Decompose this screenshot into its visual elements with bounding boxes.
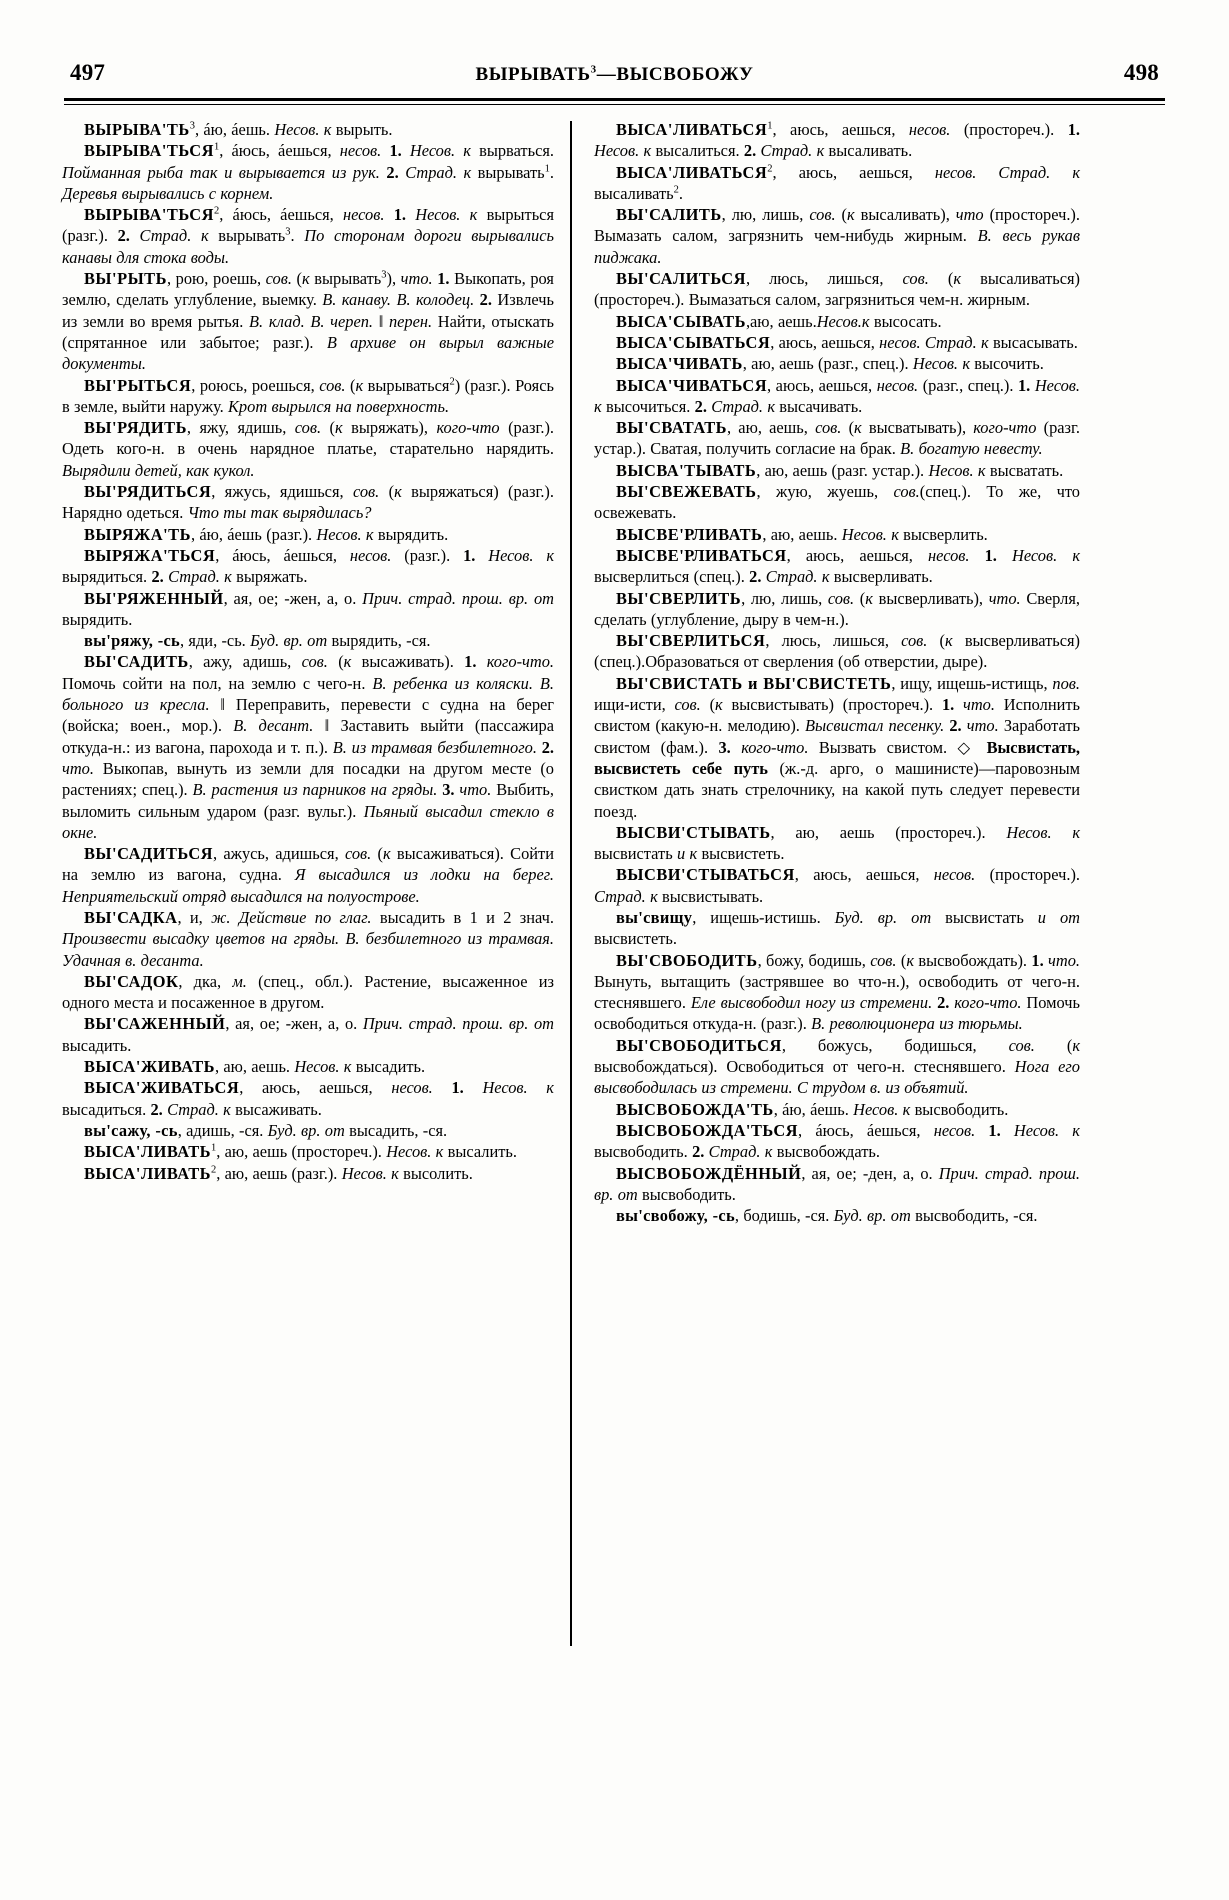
dictionary-entry xyxy=(594,950,1080,1035)
entry-headword: ВЫСВА'ТЫВАТЬ xyxy=(616,460,757,480)
dictionary-entry xyxy=(594,417,1080,460)
entry-headword: ВЫСА'ЧИВАТЬ xyxy=(616,354,743,374)
dictionary-entry xyxy=(594,907,1080,950)
running-title xyxy=(476,64,754,86)
entry-body: , ая, ое; -жен, а, о. Прич. страд. прош. вр. от вырядить. xyxy=(62,588,554,629)
entry-body: , бодишь, -ся. Буд. вр. от высвободить, -ся. xyxy=(734,1206,1038,1226)
entry-headword: ВЫ'САЖЕННЫЙ xyxy=(84,1014,226,1034)
entry-body: , аю, аешь (разг.). Несов. к высолить. xyxy=(216,1163,473,1183)
entry-headword: ВЫСВЕ'РЛИВАТЬ xyxy=(616,524,763,544)
dictionary-entry xyxy=(594,588,1080,631)
dictionary-entry xyxy=(594,822,1080,865)
entry-homograph-number: 3 xyxy=(189,120,195,132)
entry-body: , аю, аешь. Несов. к высадить. xyxy=(214,1057,426,1077)
entry-headword: ВЫСА'СЫВАТЬСЯ xyxy=(616,332,771,352)
entry-headword: ВЫСВОБОЖДА'ТЬСЯ xyxy=(616,1120,799,1140)
entry-headword: ВЫРЫВА'ТЬСЯ xyxy=(84,205,214,225)
entry-headword: вы'сажу, -сь xyxy=(84,1120,178,1140)
entry-headword: ВЫСВОБОЖДА'ТЬ xyxy=(616,1099,774,1119)
running-title-superscript: 3 xyxy=(590,63,597,76)
entry-body: , áю, áешь (разг.). Несов. к вырядить. xyxy=(190,524,449,544)
entry-headword: ВЫРЯЖА'ТЬСЯ xyxy=(84,545,216,565)
entry-body: , аю, аешь (разг., спец.). Несов. к высочить. xyxy=(742,354,1044,374)
entry-body: , аю, аешь. Несов. к высверлить. xyxy=(762,524,988,544)
entry-body: , аюсь, аешься, несов. (разг., спец.). 1. Несов. к высочиться. 2. Страд. к высачивать. xyxy=(594,375,1080,416)
entry-headword: ВЫ'СВОБОДИТЬ xyxy=(616,950,758,970)
entry-headword: вы'свищу xyxy=(616,907,693,927)
folio-right: 498 xyxy=(1123,60,1159,85)
entry-body: , яди, -сь. Буд. вр. от вырядить, -ся. xyxy=(180,631,431,651)
entry-body: , ажу, адишь, сов. (к высаживать). 1. кого-что. Помочь сойти на пол, на землю с чего-н. В. ребенка из коляски. В. больного из кресла. ‖ Переправить, перевести с судна на берег (войска; воен., мор.). В. десант. ‖ Заставить выйти (пассажира откуда-н.: из вагона, парохода и т. п.). В. из трамвая безбилетного. 2. что. Выкопав, вынуть из земли для посадки на другом месте (о растениях; спец.). В. растения из парников на гряды. 3. что. Выбить, выломить сильным ударом (разг. вульг.). Пьяный высадил стекло в окне. xyxy=(62,652,555,842)
dictionary-entry xyxy=(594,1205,1080,1226)
entry-headword: ВЫСА'СЫВАТЬ xyxy=(616,311,746,331)
entry-headword: ВЫ'РЫТЬ xyxy=(84,269,167,289)
entry-homograph-number: 1 xyxy=(213,141,220,153)
dictionary-entry xyxy=(594,162,1080,205)
entry-headword: ВЫСА'ЛИВАТЬСЯ xyxy=(616,120,768,139)
dictionary-entry xyxy=(62,375,554,418)
running-head xyxy=(62,60,1167,94)
entry-headword: ВЫСВИ'СТЫВАТЬ xyxy=(616,822,771,842)
entry-body: , аюсь, аешься, несов. Страд. к высаливать$^2$. xyxy=(594,162,1080,203)
column-right xyxy=(572,119,1080,1648)
entry-body: , аю, аешь (простореч.). Несов. к высвистать и к высвистеть. xyxy=(594,822,1080,864)
dictionary-entry xyxy=(594,375,1080,418)
dictionary-entry xyxy=(62,1056,554,1077)
entry-body: , аю, аешь, сов. (к высватывать), кого-что (разг. устар.). Сватая, получить согласие на брак. В. богатую невесту. xyxy=(594,418,1080,459)
dictionary-entry xyxy=(62,545,554,588)
entry-body: , дка, м. (спец., обл.). Растение, высаженное из одного места и посаженное в другом. xyxy=(62,971,554,1013)
entry-body: , аю, аешь (простореч.). Несов. к высалить. xyxy=(216,1142,517,1162)
dictionary-entry xyxy=(62,268,554,374)
dictionary-entry xyxy=(594,332,1080,353)
entry-body: , жую, жуешь, сов.(спец.). То же, что освежевать. xyxy=(594,482,1080,523)
entry-body: , ая, ое; -жен, а, о. Прич. страд. прош. вр. от высадить. xyxy=(62,1014,554,1055)
dictionary-entry xyxy=(594,1120,1080,1163)
entry-homograph-number: 1 xyxy=(210,1142,217,1154)
entry-body: , ищешь-истишь. Буд. вр. от высвистать и от высвистеть. xyxy=(594,907,1080,949)
entry-body: , яжу, ядишь, сов. (к выряжать), кого-что (разг.). Одеть кого-н. в очень нарядное платье, старательно нарядить. Вырядили детей, как кукол. xyxy=(62,418,555,480)
dictionary-entry xyxy=(594,460,1080,481)
entry-body: , аюсь, аешься, несов. 1. Несов. к высадиться. 2. Страд. к высаживать. xyxy=(62,1078,554,1119)
entry-headword: ВЫ'СВЕРЛИТЬ xyxy=(616,588,742,608)
entry-headword: ВЫ'САДКА xyxy=(84,907,178,927)
dictionary-entry xyxy=(62,204,554,268)
entry-headword: ВЫСА'ЖИВАТЬ xyxy=(84,1057,215,1077)
entry-headword: ВЫ'САЛИТЬСЯ xyxy=(616,269,746,289)
folio-left: 497 xyxy=(70,60,106,85)
entry-headword: ВЫ'РЯДИТЬСЯ xyxy=(84,482,212,502)
entry-headword: ВЫРЫВА'ТЬСЯ xyxy=(84,141,214,161)
entry-headword: ВЫСА'ЛИВАТЬ xyxy=(84,1142,211,1162)
dictionary-entry xyxy=(62,1141,554,1162)
entry-body: , аю, аешь (разг. устар.). Несов. к высватать. xyxy=(756,460,1064,480)
dictionary-entry xyxy=(62,651,554,843)
entry-headword: вы'ряжу, -сь xyxy=(84,631,181,651)
entry-body: , роюсь, роешься, сов. (к вырываться$^2$) (разг.). Роясь в земле, выйти наружу. Крот вырылся на поверхность. xyxy=(62,375,554,416)
entry-headword: ВЫ'САДИТЬ xyxy=(84,652,189,672)
dictionary-entry xyxy=(594,353,1080,374)
dictionary-entry xyxy=(62,843,554,907)
dictionary-entry xyxy=(594,864,1080,907)
entry-body: , áюсь, áешься, несов. 1. Несов. к вырваться. Пойманная рыба так и вырывается из рук. 2. Страд. к вырывать$^1$. Деревья вырывались с корнем. xyxy=(62,141,554,203)
column-left xyxy=(62,119,570,1648)
dictionary-entry xyxy=(62,417,554,481)
entry-body: , лю, лишь, сов. (к высверливать), что. Сверля, сделать (углубление, дыру в чем-н.). xyxy=(594,588,1080,629)
entry-headword: ВЫСА'ЛИВАТЬ xyxy=(84,1163,211,1183)
dictionary-entry xyxy=(594,119,1080,162)
entry-headword: ВЫСА'ЧИВАТЬСЯ xyxy=(616,375,768,395)
entry-headword: ВЫ'РЯЖЕННЫЙ xyxy=(84,588,224,608)
entry-body: , áю, áешь. Несов. к вырыть. xyxy=(194,120,393,139)
dictionary-entry xyxy=(594,673,1080,822)
entry-headword: ВЫСА'ЛИВАТЬСЯ xyxy=(616,162,768,182)
dictionary-entry xyxy=(62,971,554,1014)
entry-headword: ВЫ'РЯДИТЬ xyxy=(84,418,187,438)
entry-body: , люсь, лишься, сов. (к высверливаться) (спец.).Образоваться от сверления (об отверстии, дыре). xyxy=(594,631,1080,672)
entry-headword: ВЫРЫВА'ТЬ xyxy=(84,120,190,139)
entry-body: , ажусь, адишься, сов. (к высаживаться). Сойти на землю из вагона, судна. Я высадился из лодки на берег. Неприятельский отряд высадился на полуострове. xyxy=(62,844,554,906)
dictionary-entry xyxy=(594,630,1080,673)
entry-headword: ВЫ'САЛИТЬ xyxy=(616,205,722,225)
entry-body: , аюсь, аешься, несов. Страд. к высасывать. xyxy=(770,332,1078,352)
dictionary-entry xyxy=(594,268,1080,311)
entry-headword: ВЫ'САДИТЬСЯ xyxy=(84,844,213,864)
page-columns xyxy=(62,119,1167,1648)
entry-headword: ВЫСВИ'СТЫВАТЬСЯ xyxy=(616,865,795,885)
entry-body: , божу, бодишь, сов. (к высвобождать). 1. что. Вынуть, вытащить (застрявшее во что-н.), освободить от чего-н. стеснявшего. Еле высвободил ногу из стремени. 2. кого-что. Помочь освободиться откуда-н. (разг.). В. революционера из тюрьмы. xyxy=(594,950,1080,1034)
dictionary-entry xyxy=(62,524,554,545)
entry-body: , аюсь, аешься, несов. 1. Несов. к высверлиться (спец.). 2. Страд. к высверливать. xyxy=(594,545,1080,587)
entry-headword: ВЫ'СВЕРЛИТЬСЯ xyxy=(616,631,766,651)
entry-body: , аюсь, аешься, несов. (простореч.). Страд. к высвистывать. xyxy=(594,865,1080,906)
dictionary-entry xyxy=(62,1163,554,1184)
dictionary-entry xyxy=(594,524,1080,545)
entry-body: , яжусь, ядишься, сов. (к выряжаться) (разг.). Нарядно одеться. Что ты так вырядилась? xyxy=(62,482,554,523)
entry-body: , áюсь, áешься, несов. 1. Несов. к вырыться (разг.). 2. Страд. к вырывать$^3$. По сторонам дороги вырывались канавы для стока воды. xyxy=(62,205,554,267)
dictionary-entry xyxy=(62,1120,554,1141)
dictionary-entry xyxy=(62,1013,554,1056)
dictionary-entry xyxy=(62,1077,554,1120)
entry-homograph-number: 2 xyxy=(210,1164,217,1176)
entry-headword: ВЫ'РЫТЬСЯ xyxy=(84,375,192,395)
entry-body: , áю, áешь. Несов. к высвободить. xyxy=(773,1099,1009,1119)
dictionary-entry xyxy=(62,588,554,631)
entry-body: , рою, роешь, сов. (к вырывать$^3$), что. 1. Выкопать, роя землю, сделать углубление, выемку. В. канаву. В. колодец. 2. Извлечь из земли во время рытья. В. клад. В. череп. ‖ перен. Найти, отыскать (спрятанное или забытое; разг.). В архиве он вырыл важные документы. xyxy=(62,269,554,374)
entry-headword: ВЫ'СВОБОДИТЬСЯ xyxy=(616,1035,782,1055)
dictionary-entry xyxy=(62,481,554,524)
entry-body: , ищу, ищешь-истищь, пов. ищи-исти, сов. (к высвистывать) (простореч.). 1. что. Исполнить свистом (какую-н. мелодию). Высвистал песенку. 2. что. Заработать свистом (фам.). 3. кого-что. Вызвать свистом. ◇ Высвистать, высвистеть себе путь (ж.-д. арго, о машинисте)—паровозным свистком дать знать стрелочнику, на какой путь следует перевести поезд. xyxy=(594,673,1081,821)
entry-headword: вы'свобожу, -сь xyxy=(616,1206,735,1226)
entry-body: , áюсь, áешься, несов. 1. Несов. к высвободить. 2. Страд. к высвобождать. xyxy=(594,1120,1080,1162)
dictionary-entry xyxy=(62,907,554,971)
entry-body: , ая, ое; -ден, а, о. Прич. страд. прош. вр. от высвободить. xyxy=(594,1163,1080,1204)
entry-body: , люсь, лишься, сов. (к высаливаться) (простореч.). Вымазаться салом, загрязниться чем-н. жирным. xyxy=(594,269,1080,310)
entry-headword: ВЫСВОБОЖДЁННЫЙ xyxy=(616,1163,802,1183)
entry-headword: ВЫРЯЖА'ТЬ xyxy=(84,524,191,544)
entry-homograph-number: 2 xyxy=(767,163,773,175)
dictionary-entry xyxy=(62,630,554,651)
entry-body: , божусь, бодишься, сов. (к высвобождаться). Освободиться от чего-н. стеснявшего. Нога его высвободилась из стремени. С трудом в. из объятий. xyxy=(594,1035,1080,1098)
entry-headword: ВЫСВЕ'РЛИВАТЬСЯ xyxy=(616,545,787,565)
dictionary-entry xyxy=(594,545,1080,588)
entry-headword: ВЫ'СВАТАТЬ xyxy=(616,418,727,438)
dictionary-entry xyxy=(594,481,1080,524)
entry-homograph-number: 2 xyxy=(213,205,220,217)
entry-headword: ВЫ'СВИСТАТЬ и ВЫ'СВИСТЕТЬ xyxy=(616,673,892,693)
entry-headword: ВЫ'САДОК xyxy=(84,971,179,991)
dictionary-entry xyxy=(594,311,1080,332)
entry-body: , лю, лишь, сов. (к высаливать), что (простореч.). Вымазать салом, загрязнить чем-нибудь жирным. В. весь рукав пиджака. xyxy=(594,205,1080,267)
running-title-tail: —ВЫСВОБОЖУ xyxy=(596,64,754,85)
entry-body: , адишь, -ся. Буд. вр. от высадить, -ся. xyxy=(177,1120,448,1140)
dictionary-entry xyxy=(62,119,554,140)
entry-headword: ВЫ'СВЕЖЕВАТЬ xyxy=(616,482,757,502)
dictionary-entry xyxy=(594,1163,1080,1206)
dictionary-entry xyxy=(62,140,554,204)
dictionary-entry xyxy=(594,1035,1080,1099)
entry-headword: ВЫСА'ЖИВАТЬСЯ xyxy=(84,1078,240,1098)
entry-body: , аюсь, аешься, несов. (простореч.). 1. Несов. к высалиться. 2. Страд. к высаливать. xyxy=(594,120,1081,161)
entry-body: ,аю, аешь.Несов.к высосать. xyxy=(745,311,942,331)
dictionary-entry xyxy=(594,204,1080,268)
dictionary-entry xyxy=(594,1099,1080,1120)
header-rule xyxy=(64,98,1165,105)
running-title-word: ВЫРЫВАТЬ xyxy=(475,64,591,85)
entry-body: , áюсь, áешься, несов. (разг.). 1. Несов. к вырядиться. 2. Страд. к выряжать. xyxy=(62,545,554,587)
entry-body: , и, ж. Действие по глаг. высадить в 1 и 2 знач. Произвести высадку цветов на гряды. В. безбилетного из трамвая. Удачная в. десанта. xyxy=(62,907,554,970)
entry-homograph-number: 1 xyxy=(767,120,773,132)
